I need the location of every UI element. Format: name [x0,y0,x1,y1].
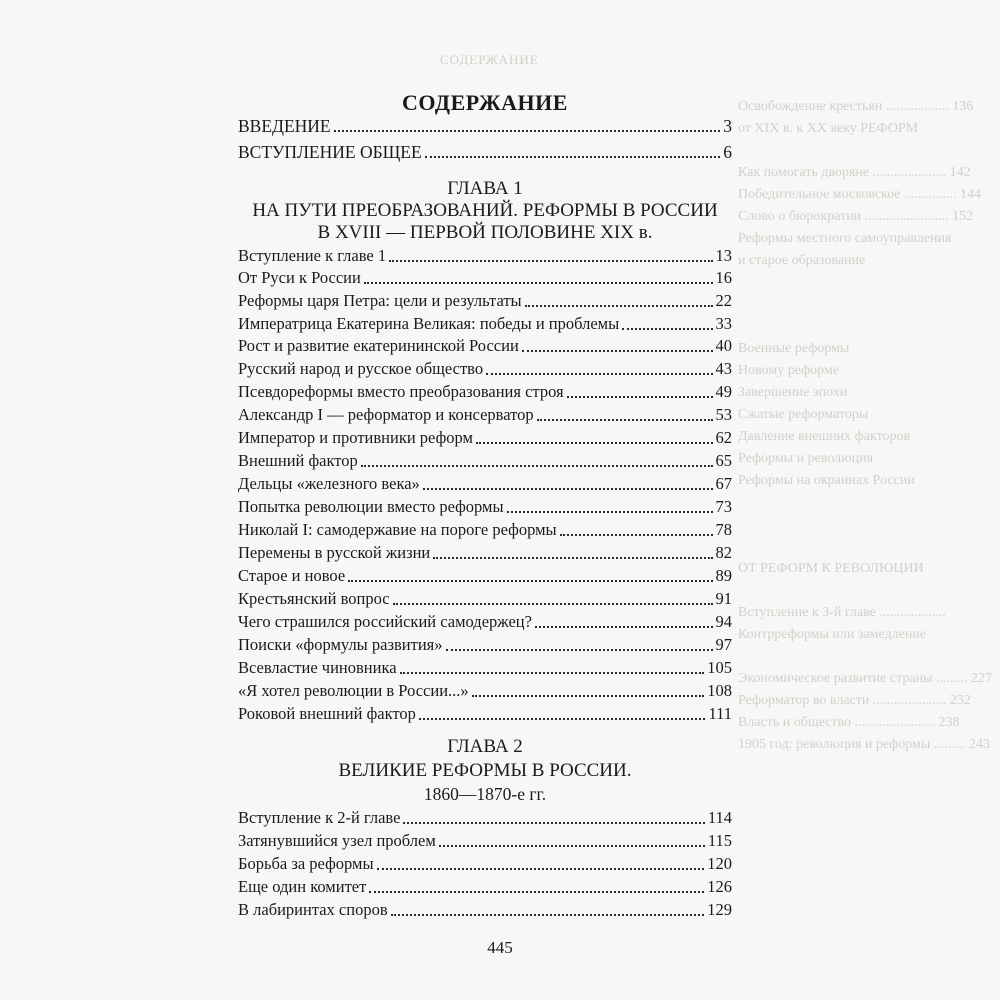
toc-entry-label: Дельцы «железного века» [238,474,420,493]
leader-dots [622,328,712,330]
leader-dots [439,845,705,847]
leader-dots [423,488,713,490]
toc-entry-label: Реформы царя Петра: цели и результаты [238,291,522,310]
leader-dots [334,130,721,132]
toc-entry [238,312,732,334]
toc-entry [238,679,732,701]
leader-dots [472,695,705,697]
leader-dots [377,868,705,870]
toc-entry-introduction [238,114,732,136]
toc-entry-page: 115 [707,831,732,850]
toc-entry-page: 89 [715,566,732,585]
toc-entry-page: 67 [715,474,732,493]
toc-entry-page: 33 [715,314,732,333]
bleed-line: от XIX в. к XX веку РЕФОРМ [738,121,919,136]
toc-entry-page: 111 [708,704,732,723]
leader-dots [348,580,712,582]
bleed-line [738,514,1000,536]
leader-dots [560,534,713,536]
bleed-line: Экономическое развитие страны ......... 227 [738,671,992,686]
bleed-line: Вступление к 3-й главе ................... [738,605,946,620]
bleed-line [738,580,1000,602]
toc-entry-page: 105 [707,658,732,677]
toc-entry-label: Вступление к 2-й главе [238,808,401,827]
bleed-line: Как помогать дворяне ..................... 142 [738,165,971,180]
toc-entry-page: 114 [707,808,732,827]
toc-entry [238,610,732,632]
toc-entry [238,449,732,471]
toc-entry [238,633,732,655]
chapter-1-title-line-1: НА ПУТИ ПРЕОБРАЗОВАНИЙ. РЕФОРМЫ В РОССИИ [252,200,718,221]
leader-dots [507,511,713,513]
leader-dots [522,350,713,352]
toc-entry [238,518,732,540]
bleed-line: Давление внешних факторов [738,429,911,444]
chapter-1-heading: ГЛАВА 1 [447,178,523,199]
toc-entry [238,564,732,586]
toc-entry [238,495,732,517]
bleed-line: Сжатые реформаторы [738,407,869,422]
leader-dots [369,891,704,893]
bleed-line: Победительное московское ............... 144 [738,187,982,202]
toc-entry-page: 40 [715,336,732,355]
toc-entry-label: Крестьянский вопрос [238,589,390,608]
leader-dots [361,465,713,467]
leader-dots [486,373,712,375]
toc-entry-label: Затянувшийся узел проблем [238,831,436,850]
bleed-through-text [738,96,1000,756]
bleed-line: Реформатор во власти ..................... 232 [738,693,971,708]
toc-entry-page: 65 [715,451,732,470]
leader-dots [419,718,706,720]
toc-entry-page: 108 [707,681,732,700]
toc-entry-label: Псевдореформы вместо преобразования строя [238,382,564,401]
leader-dots [389,260,712,262]
bleed-line: Военные реформы [738,341,850,356]
toc-entry-label: ВВЕДЕНИЕ [238,116,331,136]
leader-dots [393,603,713,605]
toc-entry [238,541,732,563]
leader-dots [476,442,713,444]
toc-entry-label: Вступление к главе 1 [238,246,387,265]
toc-entry [238,403,732,425]
toc-entry-page: 3 [723,116,732,136]
bleed-line: Контрреформы или замедление [738,627,927,642]
toc-entry-page: 53 [715,405,732,424]
bleed-line: Реформы на окраинах России [738,473,915,488]
toc-entry-page: 62 [715,428,732,447]
leader-dots [525,305,713,307]
toc-entry-page: 126 [707,877,732,896]
toc-entry [238,829,732,851]
toc-entry [238,426,732,448]
toc-entry-page: 129 [707,900,732,919]
toc-entry [238,852,732,874]
bleed-line: Слово о бюрократии ........................ 152 [738,209,974,224]
toc-entry-general-intro [238,140,732,162]
toc-entry-label: Роковой внешний фактор [238,704,416,723]
toc-entry-label: От Руси к России [238,268,361,287]
toc-entry [238,898,732,920]
page-title: СОДЕРЖАНИЕ [402,90,568,115]
toc-entry-page: 16 [715,268,732,287]
toc-entry-page: 94 [715,612,732,631]
chapter-1-title-line-2: В XVIII — ПЕРВОЙ ПОЛОВИНЕ XIX в. [317,222,653,243]
toc-entry-page: 6 [723,142,732,162]
toc-entry-page: 13 [715,246,732,265]
toc-entry [238,875,732,897]
toc-entry-label: ВСТУПЛЕНИЕ ОБЩЕЕ [238,142,422,162]
leader-dots [391,914,705,916]
toc-entry [238,244,732,266]
bleed-line [738,272,1000,294]
toc-entry [238,380,732,402]
leader-dots [433,557,712,559]
leader-dots [403,822,704,824]
bleed-line [738,492,1000,514]
toc-entry-page: 91 [715,589,732,608]
leader-dots [425,156,721,158]
page-number: 445 [487,938,513,957]
toc-entry-label: Русский народ и русское общество [238,359,484,378]
toc-entry-label: Николай I: самодержавие на пороге реформы [238,520,557,539]
leader-dots [535,626,713,628]
bleed-line: Завершение эпохи [738,385,848,400]
bleed-line [738,646,1000,668]
toc-entry-label: Внешний фактор [238,451,358,470]
toc-entry-page: 120 [707,854,732,873]
toc-entry-label: Перемены в русской жизни [238,543,431,562]
leader-dots [567,396,713,398]
toc-entry-label: Всевластие чиновника [238,658,397,677]
toc-entry-label: В лабиринтах споров [238,900,388,919]
toc-entry [238,266,732,288]
toc-entry-label: Еще один комитет [238,877,367,896]
toc-entry-label: Чего страшился российский самодержец? [238,612,532,631]
toc-entry-page: 73 [715,497,732,516]
toc-entry-label: Борьба за реформы [238,854,374,873]
toc-entry-page: 82 [715,543,732,562]
bleed-line: и старое образование [738,253,866,268]
toc-entry-page: 97 [715,635,732,654]
bleed-line: ОТ РЕФОРМ К РЕВОЛЮЦИИ [738,561,924,576]
toc-entry [238,472,732,494]
toc-entry-page: 22 [715,291,732,310]
toc-entry [238,806,732,828]
toc-entry-label: Старое и новое [238,566,346,585]
toc-entry-label: Императрица Екатерина Великая: победы и проблемы [238,314,620,333]
chapter-2-title-line-1: ВЕЛИКИЕ РЕФОРМЫ В РОССИИ. [338,760,632,781]
toc-entry [238,357,732,379]
toc-entry [238,656,732,678]
bleed-line: Освобождение крестьян .................. 136 [738,99,974,114]
bleed-line: Реформы и революция [738,451,874,466]
toc-entry-label: «Я хотел революции в России...» [238,681,469,700]
toc-entry-label: Александр I — реформатор и консерватор [238,405,534,424]
toc-entry-page: 78 [715,520,732,539]
toc-entry [238,702,732,724]
bleed-through-running-head: СОДЕРЖАНИЕ [440,52,539,67]
leader-dots [400,672,705,674]
toc-entry-page: 43 [715,359,732,378]
toc-entry [238,334,732,356]
bleed-line [738,316,1000,338]
bleed-line: Власть и общество ....................... 238 [738,715,960,730]
bleed-line [738,140,1000,162]
leader-dots [537,419,713,421]
bleed-line: 1905 год: революция и реформы ......... 243 [738,737,990,752]
toc-entry [238,289,732,311]
bleed-line: Новому реформе [738,363,840,378]
toc-entry-label: Попытка революции вместо реформы [238,497,504,516]
toc-entry-label: Император и противники реформ [238,428,473,447]
bleed-line: Реформы местного самоуправления [738,231,952,246]
leader-dots [364,282,713,284]
toc-entry-page: 49 [715,382,732,401]
bleed-line [738,294,1000,316]
bleed-line [738,536,1000,558]
chapter-2-heading: ГЛАВА 2 [447,736,523,757]
toc-entry-label: Поиски «формулы развития» [238,635,443,654]
toc-entry-label: Рост и развитие екатерининской России [238,336,519,355]
toc-entry [238,587,732,609]
chapter-2-title-line-2: 1860—1870-е гг. [423,784,547,804]
leader-dots [446,649,713,651]
